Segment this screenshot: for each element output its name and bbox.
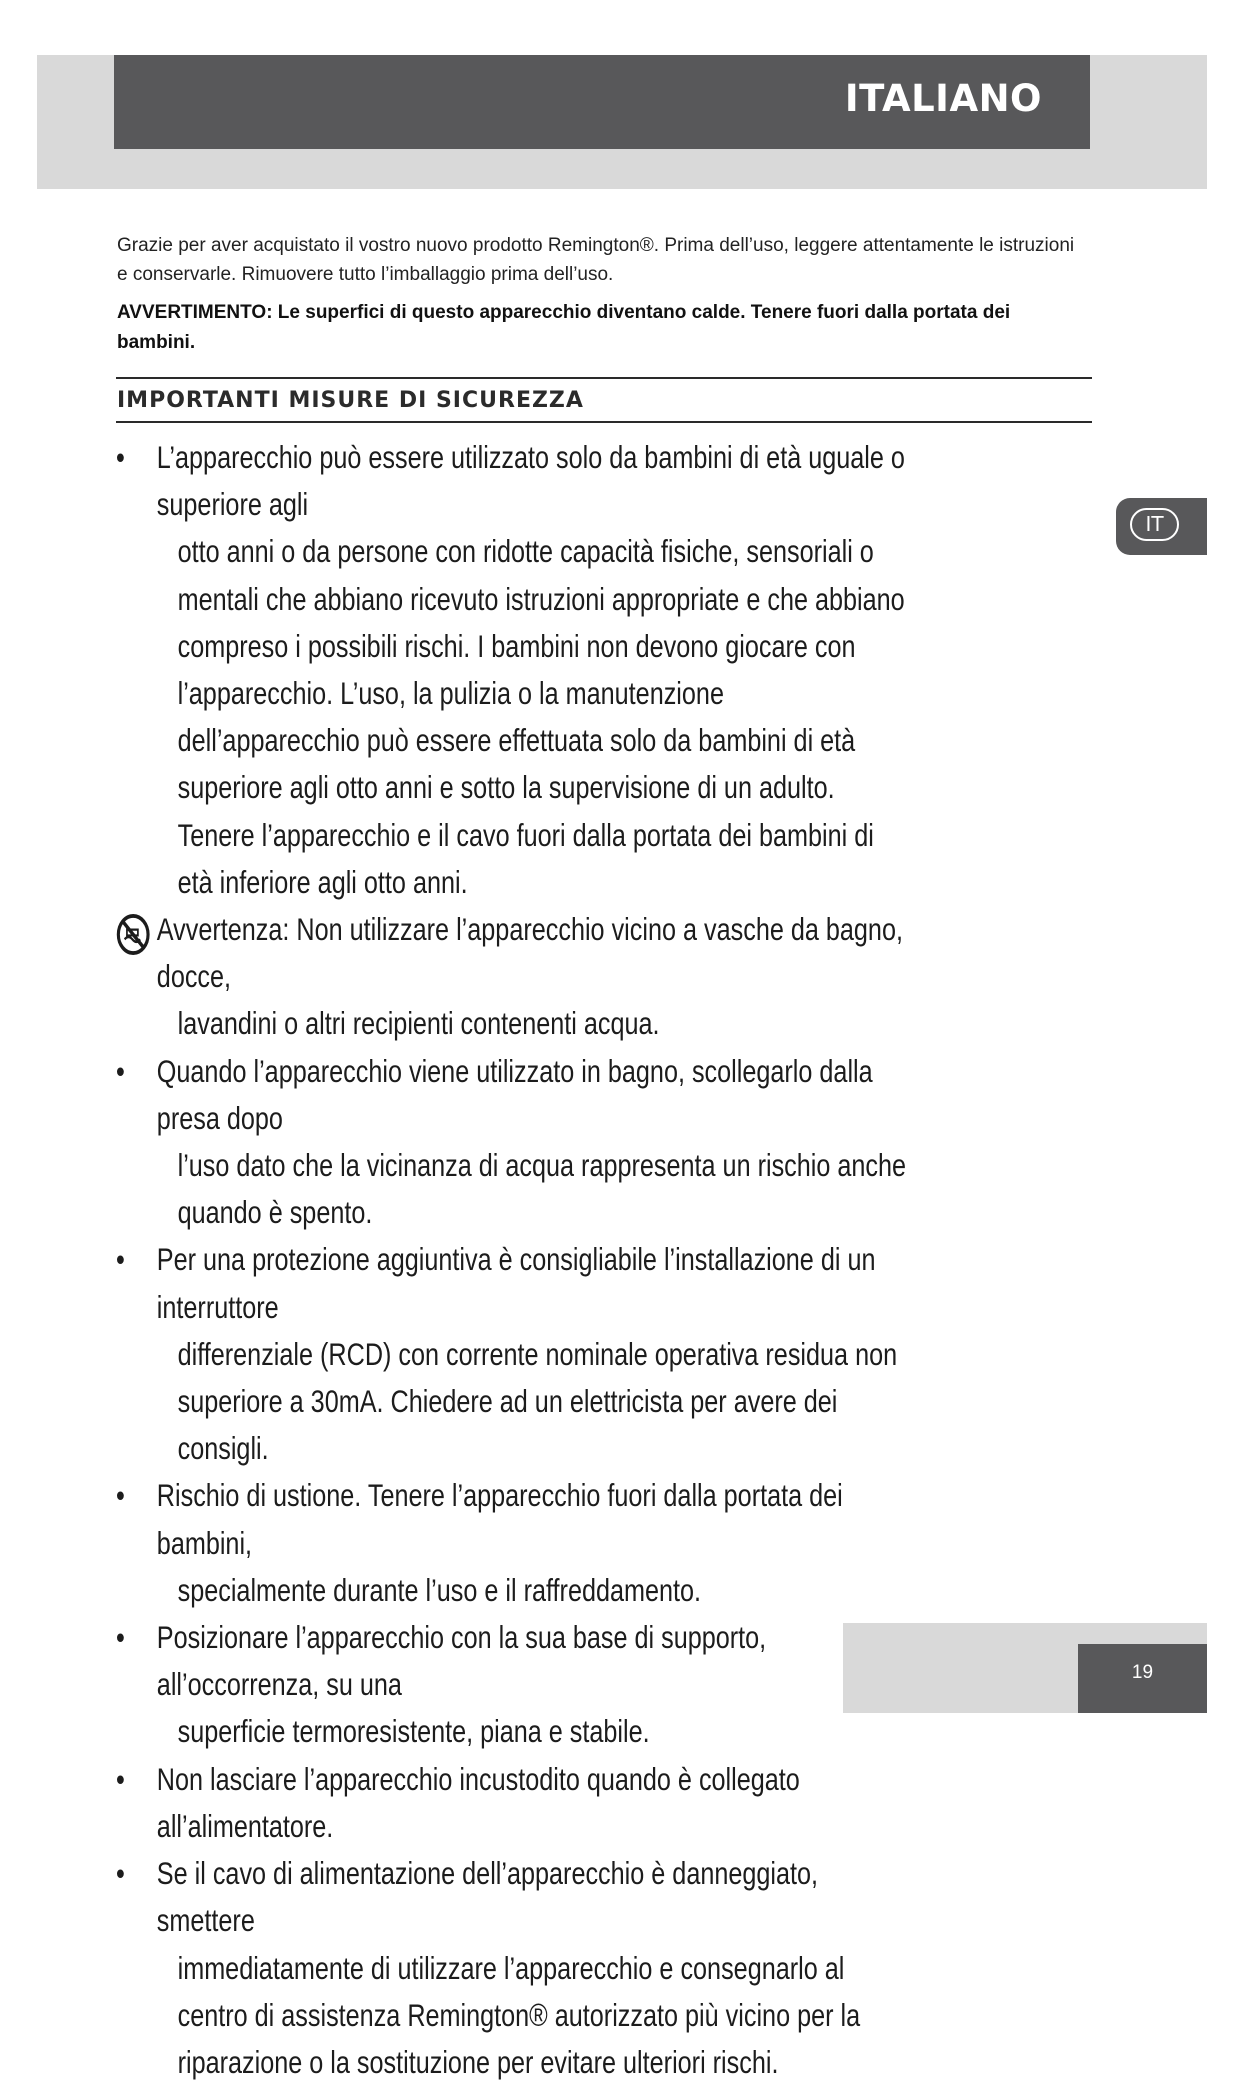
bullet: •	[116, 1472, 125, 1519]
item-text: Per una protezione aggiuntiva è consigliabile l’installazione di un interruttore	[157, 1241, 876, 1324]
section-rule-top	[116, 377, 1092, 379]
list-item	[116, 1756, 908, 1850]
warning-text-continued: lavandini o altri recipienti contenenti acqua.	[157, 1000, 908, 1047]
item-text-continued: l’uso dato che la vicinanza di acqua rappresenta un rischio anche quando è spento.	[157, 1142, 908, 1236]
section-title: IMPORTANTI MISURE DI SICUREZZA	[117, 388, 584, 413]
bullet: •	[116, 434, 125, 481]
bullet: •	[116, 1850, 125, 1897]
list-item	[116, 1850, 908, 2086]
safety-list	[116, 434, 908, 2086]
item-text-continued: differenziale (RCD) con corrente nominale operativa residua non superiore a 30mA. Chiedere ad un elettricista per avere dei consigli.	[157, 1331, 908, 1473]
item-text: Quando l’apparecchio viene utilizzato in bagno, scollegarlo dalla presa dopo	[157, 1053, 873, 1136]
list-item	[116, 434, 908, 906]
list-item	[116, 1048, 908, 1237]
list-item	[116, 1614, 908, 1756]
bullet: •	[116, 1614, 125, 1661]
language-code-badge: IT	[1130, 508, 1179, 541]
item-text: Se il cavo di alimentazione dell’apparecchio è danneggiato, smettere	[157, 1855, 818, 1938]
section-rule-bottom	[116, 421, 1092, 423]
warning-text: Avvertenza: Non utilizzare l’apparecchio vicino a vasche da bagno, docce,	[157, 911, 903, 994]
intro-text: Grazie per aver acquistato il vostro nuovo prodotto Remington®. Prima dell’uso, leggere attentamente le istruzioni e conservarle. Rimuovere tutto l’imballaggio prima dell’uso.	[117, 231, 1077, 289]
hot-surface-warning: AVVERTIMENTO: Le superfici di questo apparecchio diventano calde. Tenere fuori dalla portata dei bambini.	[117, 298, 1077, 358]
item-text-continued: superficie termoresistente, piana e stabile.	[157, 1708, 908, 1755]
item-text: L’apparecchio può essere utilizzato solo da bambini di età uguale o superiore agli	[157, 439, 905, 522]
list-item	[116, 1472, 908, 1614]
item-text: Posizionare l’apparecchio con la sua base di supporto, all’occorrenza, su una	[157, 1619, 766, 1702]
page-number: 19	[1078, 1662, 1207, 1684]
item-text: Non lasciare l’apparecchio incustodito quando è collegato all’alimentatore.	[157, 1761, 800, 1844]
page-number-box	[1078, 1644, 1207, 1713]
item-text-continued: immediatamente di utilizzare l’apparecchio e consegnarlo al centro di assistenza Remington® autorizzato più vicino per la riparazione o la sostituzione per evitare ulteriori rischi.	[157, 1945, 908, 2086]
bullet: •	[116, 1756, 125, 1803]
item-text-continued: otto anni o da persone con ridotte capacità fisiche, sensoriali o mentali che abbiano ricevuto istruzioni appropriate e che abbiano compreso i possibili rischi. I bambini non devono giocare con l’apparecchio. L’uso, la pulizia o la manutenzione dell’apparecchio può essere effettuata solo da bambini di età superiore agli otto anni e sotto la supervisione di un adulto. Tenere l’apparecchio e il cavo fuori dalla portata dei bambini di età inferiore agli otto anni.	[157, 528, 908, 906]
bullet: •	[116, 1048, 125, 1095]
no-water-icon	[116, 913, 150, 956]
item-text: Rischio di ustione. Tenere l’apparecchio fuori dalla portata dei bambini,	[157, 1477, 843, 1560]
list-item	[116, 1236, 908, 1472]
bullet: •	[116, 1236, 125, 1283]
water-warning	[116, 906, 908, 1048]
language-title-bar	[114, 55, 1090, 149]
language-side-tab	[1116, 498, 1207, 555]
page-title: ITALIANO	[845, 75, 1042, 123]
item-text-continued: specialmente durante l’uso e il raffreddamento.	[157, 1567, 908, 1614]
